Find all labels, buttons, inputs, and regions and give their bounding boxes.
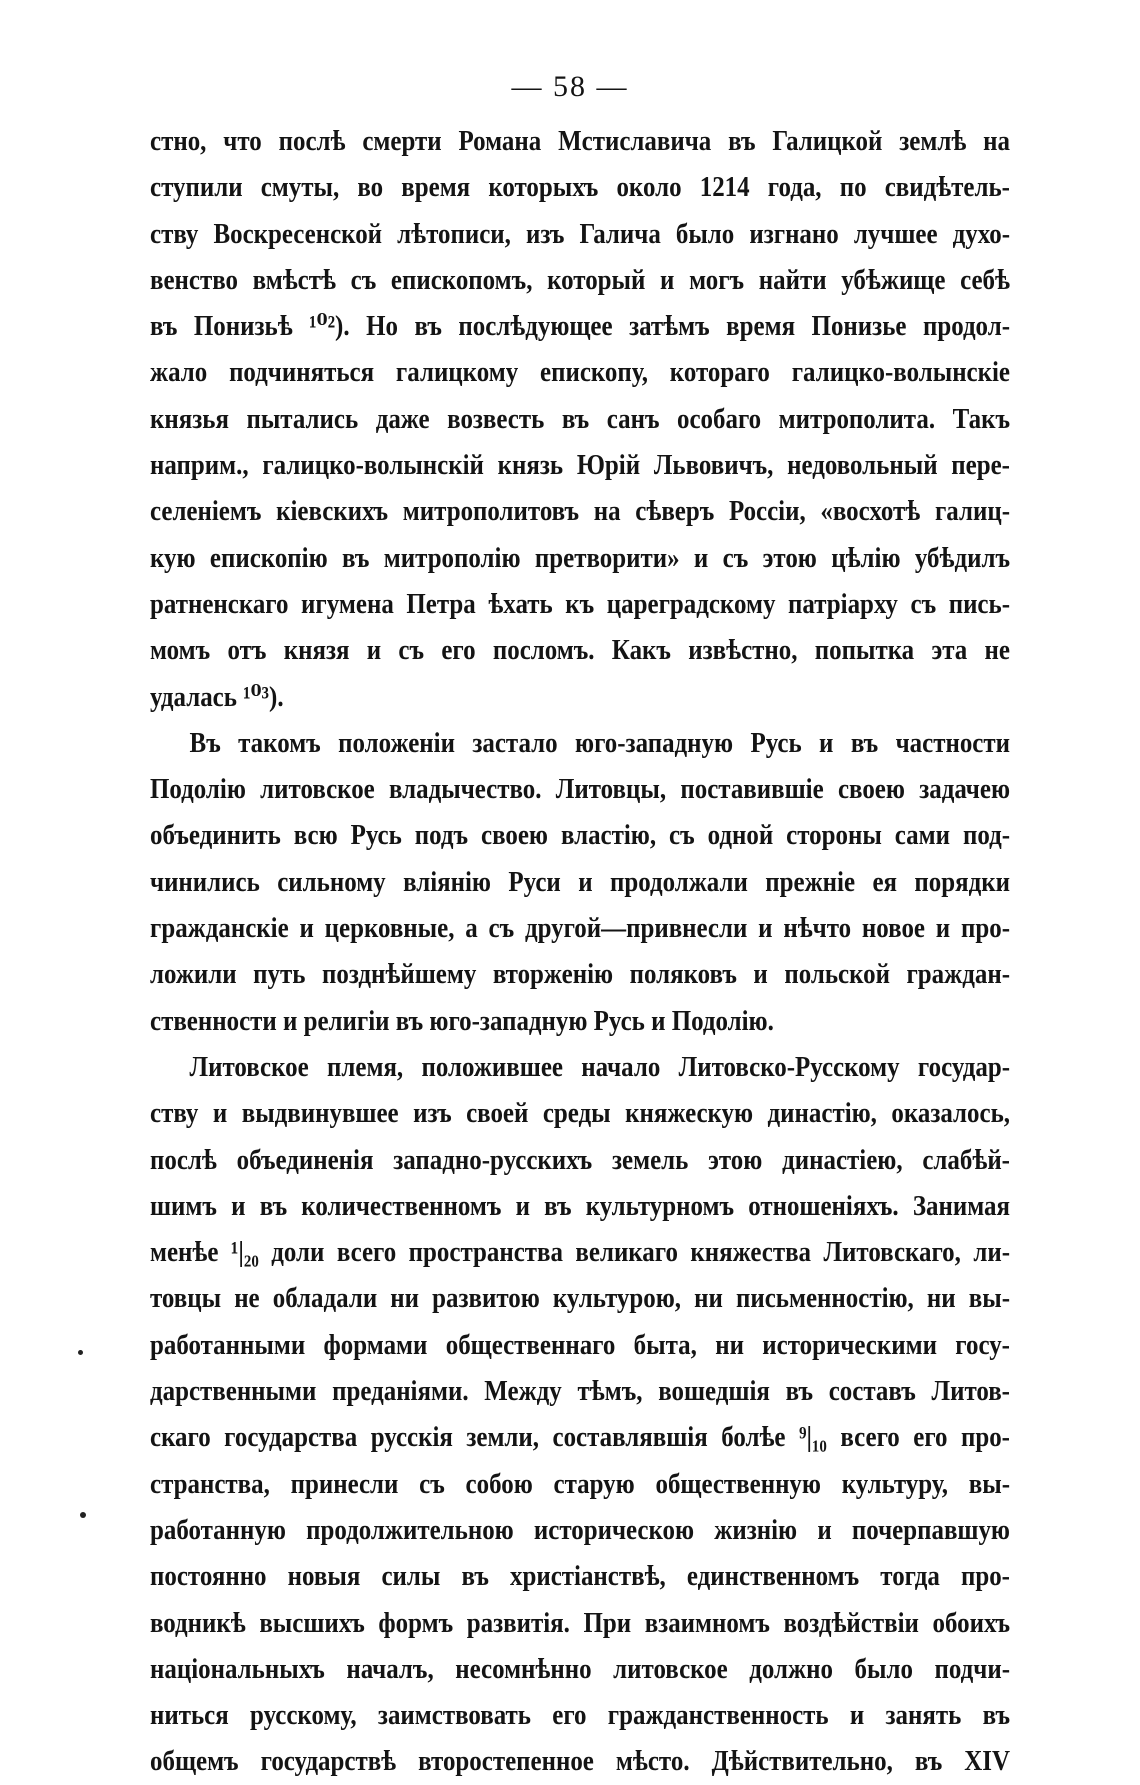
text-line: въ Понизьѣ ¹⁰²). Но въ послѣдующее затѣмъ время Понизье продол-: [150, 310, 1010, 343]
text-line: стно, что послѣ смерти Романа Мстиславича въ Галицкой землѣ на: [150, 125, 1010, 157]
text-line: ниться русскому, заимствовать его гражданственность и занять въ: [150, 1699, 1010, 1732]
text-line: послѣ объединенія западно-русскихъ земель этою династіею, слабѣй-: [150, 1143, 1010, 1176]
text-line: чинились сильному вліянію Руси и продолжали прежніе ея порядки: [150, 865, 1010, 898]
text-line: общемъ государствѣ второстепенное мѣсто. Дѣйствительно, въ XIV: [150, 1745, 1010, 1778]
text-line: селеніемъ кіевскихъ митрополитовъ на сѣверъ Россіи, «восхотѣ галиц-: [150, 495, 1010, 528]
text-line: ству Воскресенской лѣтописи, изъ Галича было изгнано лучшее духо-: [150, 217, 1010, 250]
text-line: національныхъ началъ, несомнѣнно литовское должно было подчи-: [150, 1652, 1010, 1685]
text-line: удалась ¹⁰³).: [150, 680, 284, 713]
text-line: князья пытались даже возвесть въ санъ особаго митрополита. Такъ: [150, 402, 1010, 435]
text-line: водникѣ высшихъ формъ развитія. При взаимномъ воздѣйствіи обоихъ: [150, 1606, 1010, 1639]
text-line: шимъ и въ количественномъ и въ культурномъ отношеніяхъ. Занимая: [150, 1189, 1010, 1222]
text-line: ратненскаго игумена Петра ѣхать къ цареградскому патріарху съ пись-: [150, 587, 1010, 620]
scan-speck: [80, 1512, 86, 1518]
text-line: постоянно новыя силы въ христіанствѣ, единственномъ тогда про-: [150, 1560, 1010, 1593]
text-line: кую епископію въ митрополію претворити» и съ этою цѣлію убѣдилъ: [150, 541, 1010, 574]
scan-speck: [78, 1350, 83, 1355]
text-line: ственности и религіи въ юго-западную Русь и Подолію.: [150, 1004, 774, 1037]
text-line: гражданскіе и церковные, а съ другой—привнесли и нѣчто новое и про-: [150, 912, 1010, 945]
text-line: работанную продолжительною историческою жизнію и почерпавшую: [150, 1513, 1010, 1546]
text-line: ству и выдвинувшее изъ своей среды княжескую династію, оказалось,: [150, 1097, 1010, 1130]
text-line: дарственными преданіями. Между тѣмъ, вошедшія въ составъ Литов-: [150, 1375, 1010, 1408]
text-line: ступили смуты, во время которыхъ около 1214 года, по свидѣтель-: [150, 171, 1010, 204]
text-line: ложили путь позднѣйшему вторженію поляковъ и польской граждан-: [150, 958, 1010, 991]
text-line: Въ такомъ положеніи застало юго-западную Русь и въ частности: [189, 726, 1010, 759]
body-text: [150, 118, 1010, 1785]
text-line: момъ отъ князя и съ его посломъ. Какъ извѣстно, попытка эта не: [150, 634, 1010, 667]
text-line: Подолію литовское владычество. Литовцы, поставившіе своею задачею: [150, 773, 1010, 806]
text-line: скаго государства русскія земли, составлявшія болѣе ⁹|₁₀ всего его про-: [150, 1421, 1010, 1454]
text-line: объединить всю Русь подъ своею властію, съ одной стороны сами под-: [150, 819, 1010, 852]
text-line: товцы не обладали ни развитою культурою, ни письменностію, ни вы-: [150, 1282, 1010, 1315]
text-line: странства, принесли съ собою старую общественную культуру, вы-: [150, 1467, 1010, 1500]
text-line: менѣе ¹|₂₀ доли всего пространства великаго княжества Литовскаго, ли-: [150, 1236, 1010, 1269]
text-line: венство вмѣстѣ съ епископомъ, который и могъ найти убѣжище себѣ: [150, 263, 1010, 296]
text-line: жало подчиняться галицкому епископу, котораго галицко-волынскіе: [150, 356, 1010, 389]
text-line: работанными формами общественнаго быта, ни историческими госу-: [150, 1328, 1010, 1361]
text-line: Литовское племя, положившее начало Литовско-Русскому государ-: [189, 1050, 1010, 1083]
page-number: — 58 —: [511, 70, 629, 103]
text-line: наприм., галицко-волынскій князь Юрій Львовичъ, недовольный пере-: [150, 449, 1010, 482]
